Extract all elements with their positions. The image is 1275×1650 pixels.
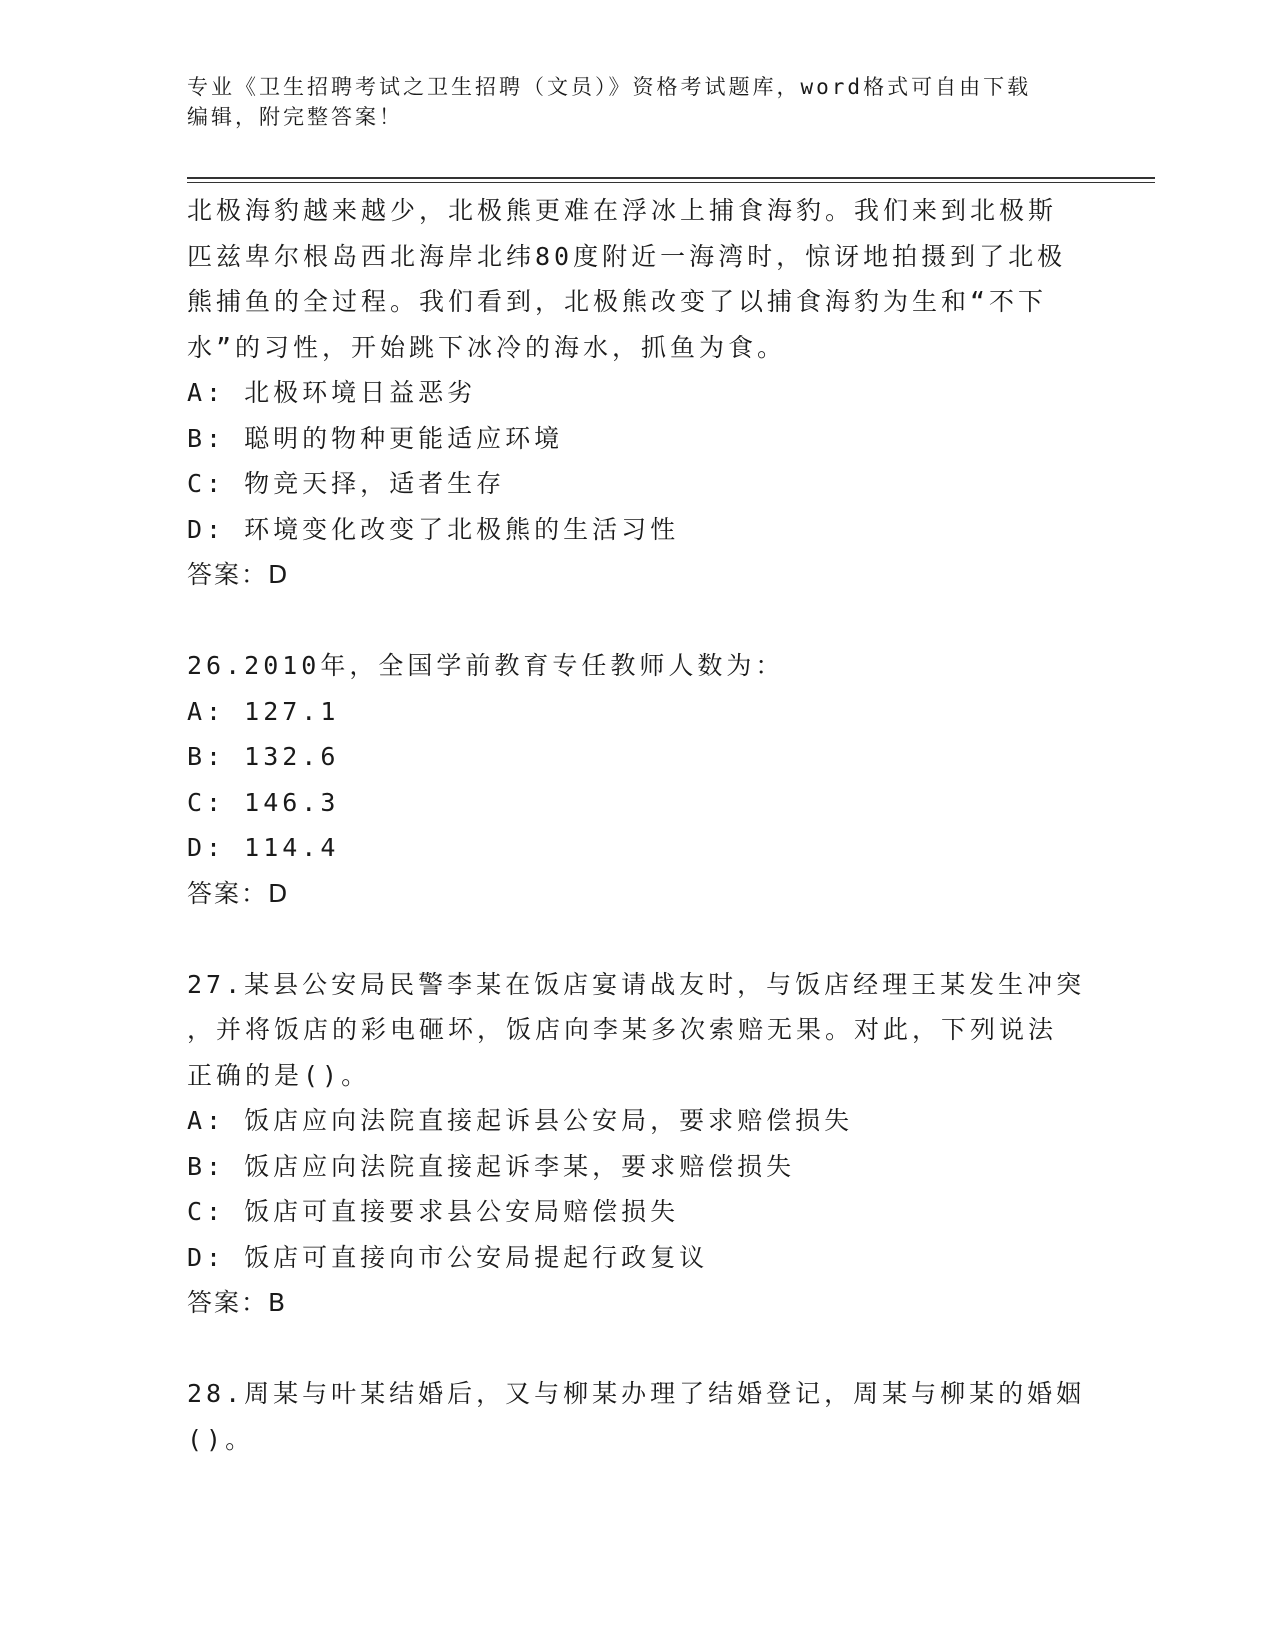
- question-stem-line: 正确的是()。: [187, 1060, 371, 1090]
- option-b: B: 132.6: [187, 742, 340, 771]
- option-d: D: 环境变化改变了北极熊的生活习性: [187, 514, 680, 544]
- spacer: [187, 598, 1087, 644]
- question-25: [187, 188, 1087, 598]
- question-stem-line: 熊捕鱼的全过程。我们看到，北极熊改变了以捕食海豹为生和“不下: [187, 287, 1048, 316]
- header-rule-thin: [187, 182, 1155, 183]
- question-26: [187, 643, 1087, 916]
- question-content: [187, 188, 1087, 1462]
- option-b: B: 聪明的物种更能适应环境: [187, 423, 564, 453]
- question-stem-line: 水”的习性，开始跳下冰冷的海水，抓鱼为食。: [187, 332, 787, 362]
- answer: 答案：B: [187, 1288, 288, 1317]
- question-28: [187, 1371, 1087, 1462]
- option-a: A: 北极环境日益恶劣: [187, 378, 477, 407]
- option-a: A: 饭店应向法院直接起诉县公安局，要求赔偿损失: [187, 1106, 854, 1135]
- question-stem-line: 28.周某与叶某结婚后，又与柳某办理了结婚登记，周某与柳某的婚姻: [187, 1379, 1086, 1408]
- header-line-1: 专业《卫生招聘考试之卫生招聘（文员）》资格考试题库，word格式可自由下载: [187, 75, 1032, 99]
- header-line-2: 编辑，附完整答案！: [187, 105, 403, 129]
- document-header: [187, 72, 1087, 132]
- option-d: D: 114.4: [187, 833, 340, 862]
- question-stem-line: 26.2010年，全国学前教育专任教师人数为：: [187, 651, 785, 680]
- spacer: [187, 916, 1087, 962]
- option-a: A: 127.1: [187, 696, 340, 726]
- answer: 答案：D: [187, 878, 290, 908]
- header-rule-thick: [187, 177, 1155, 179]
- option-b: B: 饭店应向法院直接起诉李某，要求赔偿损失: [187, 1151, 796, 1181]
- option-d: D: 饭店可直接向市公安局提起行政复议: [187, 1242, 709, 1272]
- option-c: C: 饭店可直接要求县公安局赔偿损失: [187, 1197, 680, 1226]
- question-stem-line: 匹兹卑尔根岛西北海岸北纬80度附近一海湾时，惊讶地拍摄到了北极: [187, 241, 1067, 271]
- option-c: C: 146.3: [187, 787, 340, 817]
- option-c: C: 物竞天择，适者生存: [187, 469, 506, 498]
- question-stem-line: ，并将饭店的彩电砸坏，饭店向李某多次索赔无果。对此，下列说法: [187, 1015, 1058, 1044]
- answer: 答案：D: [187, 560, 290, 589]
- question-stem-line: 北极海豹越来越少，北极熊更难在浮冰上捕食海豹。我们来到北极斯: [187, 196, 1058, 225]
- question-stem-line: 27.某县公安局民警李某在饭店宴请战友时，与饭店经理王某发生冲突: [187, 969, 1086, 999]
- question-27: [187, 962, 1087, 1326]
- question-stem-line: ()。: [187, 1424, 255, 1454]
- spacer: [187, 1326, 1087, 1372]
